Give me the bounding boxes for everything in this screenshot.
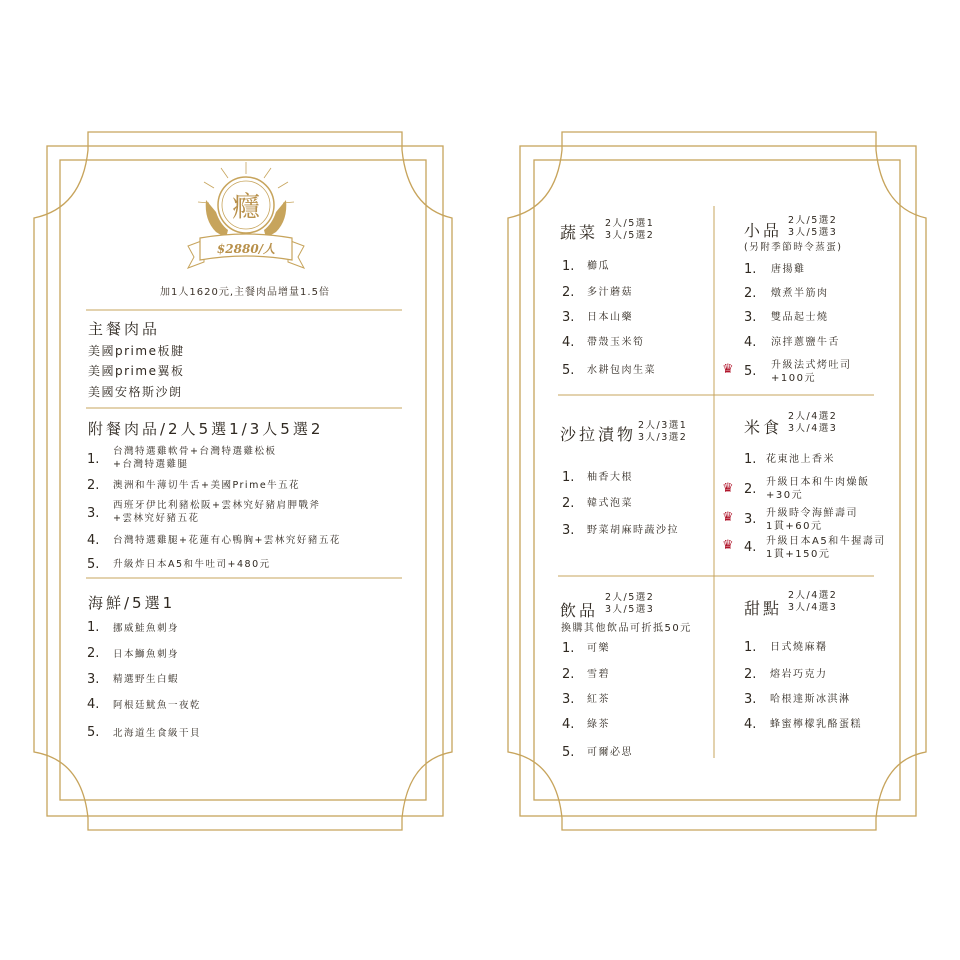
item-number: 2. [562,496,575,511]
desserts-title: 甜點 [744,599,783,618]
vegetables-item: 多汁蘑菇 [587,287,633,298]
seafood-item: 日本鰤魚刺身 [113,649,180,660]
salad-item: 韓式泡菜 [587,498,633,509]
item-number: 4. [744,540,757,555]
item-number: 1. [87,452,100,467]
small-dishes-item: 燉煮半筋肉 [771,288,829,299]
seafood-item: 精選野生白蝦 [113,674,180,685]
item-number: 2. [562,667,575,682]
small-dishes-rule: 2人/5選2 [788,215,838,226]
rice-rule: 2人/4選2 [788,411,838,422]
small-dishes-item: 雙品起士燒 [771,312,829,323]
seafood-item: 挪威鮭魚刺身 [113,623,180,634]
item-number: 5. [562,363,575,378]
main-meat-item: 美國安格斯沙朗 [88,385,183,399]
item-number: 3. [744,692,757,707]
rice-item: 花東池上香米 [766,454,835,465]
item-number: 3. [87,506,100,521]
small-dishes-rule: 3人/5選3 [788,227,838,238]
item-number: 2. [87,646,100,661]
rice-extra: 1貫+150元 [766,549,831,560]
vegetables-title: 蔬菜 [560,223,599,242]
item-number: 5. [87,557,100,572]
side-meat-line: 澳洲和牛薄切牛舌+美國Prime牛五花 [113,480,301,491]
desserts-rule: 3人/4選3 [788,602,838,613]
rice-rule: 3人/4選3 [788,423,838,434]
small-dishes-note: (另附季節時令蒸蛋) [744,242,843,253]
item-number: 1. [562,259,575,274]
item-number: 5. [744,364,757,379]
salad-rule: 2人/3選1 [638,420,688,431]
item-number: 3. [562,523,575,538]
rice-extra: +30元 [766,490,804,501]
item-number: 1. [562,641,575,656]
main-meat-item: 美國prime板腱 [88,344,185,358]
crown-icon: ♛ [722,538,734,553]
drinks-item: 雪碧 [587,669,610,680]
rice-extra: 1貫+60元 [766,521,823,532]
rice-item: 升級時令海鮮壽司 [766,508,858,519]
crown-icon: ♛ [722,362,734,377]
drinks-rule: 3人/5選3 [605,604,655,615]
salad-item: 柚香大根 [587,472,633,483]
drinks-item: 可樂 [587,643,610,654]
drinks-note: 換購其他飲品可折抵50元 [561,623,692,634]
item-number: 1. [744,262,757,277]
side-meat-line: +台灣特選雞腿 [113,459,189,470]
seafood-item: 北海道生食級干貝 [113,728,202,739]
vegetables-item: 櫛瓜 [587,261,610,272]
item-number: 2. [562,285,575,300]
item-number: 4. [562,717,575,732]
rice-item: 升級日本和牛肉燥飯 [766,477,870,488]
desserts-item: 熔岩巧克力 [770,669,828,680]
logo-seal [176,160,316,275]
small-dishes-item: 升級法式烤吐司 [771,360,852,371]
side-meat-line: 西班牙伊比利豬松阪+雲林究好豬肩胛戰斧 [113,500,321,511]
small-dishes-item: 涼拌蔥鹽牛舌 [771,337,840,348]
item-number: 2. [744,286,757,301]
item-number: 1. [744,640,757,655]
price-text: $2880/人 [216,242,276,256]
crown-icon: ♛ [722,481,734,496]
salad-item: 野菜胡麻時蔬沙拉 [587,525,679,536]
side-meat-line: +雲林究好豬五花 [113,513,200,524]
drinks-title: 飲品 [560,601,599,620]
desserts-item: 蜂蜜檸檬乳酪蛋糕 [770,719,862,730]
vegetables-rule: 2人/5選1 [605,218,655,229]
small-dishes-item: 唐揚雞 [771,264,806,275]
side-meat-line: 台灣特選雞軟骨+台灣特選雞松板 [113,446,277,457]
vegetables-rule: 3人/5選2 [605,230,655,241]
item-number: 3. [562,692,575,707]
seafood-title: 海鮮/5選1 [88,594,176,612]
item-number: 3. [562,310,575,325]
item-number: 1. [744,452,757,467]
item-number: 4. [744,717,757,732]
item-number: 4. [744,335,757,350]
small-dishes-extra: +100元 [771,373,816,384]
item-number: 4. [87,697,100,712]
side-meat-title: 附餐肉品/2人5選1/3人5選2 [88,420,324,438]
item-number: 3. [744,310,757,325]
salad-title: 沙拉漬物 [560,425,637,444]
desserts-item: 日式燒麻糬 [770,642,828,653]
item-number: 3. [744,512,757,527]
desserts-item: 哈根達斯冰淇淋 [770,694,851,705]
logo-char: 癮 [231,190,261,223]
item-number: 2. [87,478,100,493]
small-dishes-title: 小品 [744,221,783,240]
item-number: 4. [87,533,100,548]
surcharge-note: 加1人1620元,主餐肉品增量1.5倍 [160,287,330,298]
side-meat-line: 升級炸日本A5和牛吐司+480元 [113,559,271,570]
main-meat-title: 主餐肉品 [88,320,161,338]
seafood-item: 阿根廷魷魚一夜乾 [113,700,202,711]
rice-title: 米食 [744,418,783,437]
item-number: 2. [744,482,757,497]
item-number: 5. [562,745,575,760]
item-number: 5. [87,725,100,740]
item-number: 1. [87,620,100,635]
desserts-rule: 2人/4選2 [788,590,838,601]
crown-icon: ♛ [722,510,734,525]
drinks-item: 綠茶 [587,719,610,730]
drinks-item: 紅茶 [587,694,610,705]
drinks-rule: 2人/5選2 [605,592,655,603]
vegetables-item: 日本山藥 [587,312,633,323]
drinks-item: 可爾必思 [587,747,633,758]
item-number: 3. [87,672,100,687]
main-meat-item: 美國prime翼板 [88,364,185,378]
item-number: 1. [562,470,575,485]
salad-rule: 3人/3選2 [638,432,688,443]
vegetables-item: 水耕包肉生菜 [587,365,656,376]
rice-item: 升級日本A5和牛握壽司 [766,536,886,547]
side-meat-line: 台灣特選雞腿+花蓮有心鴨胸+雲林究好豬五花 [113,535,341,546]
vegetables-item: 帶殼玉米筍 [587,337,645,348]
item-number: 4. [562,335,575,350]
item-number: 2. [744,667,757,682]
